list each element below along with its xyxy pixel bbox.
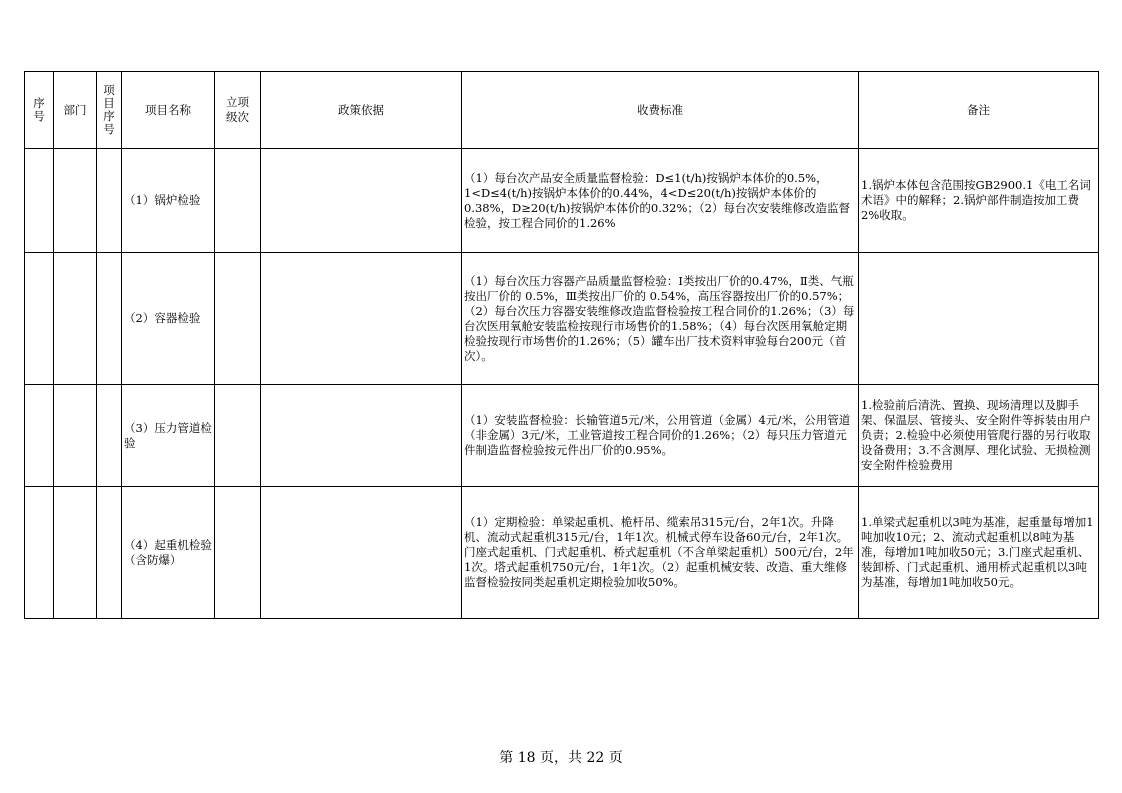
cell-remark: 1.检验前后清洗、置换、现场清理以及脚手架、保温层、管接头、安全附件等拆装由用户负责；2.检验中必须使用管爬行器的另行收取设备费用；3.不含测厚、理化试验、无损检测安全附件检验费用 xyxy=(859,385,1099,487)
fee-table xyxy=(24,71,1099,619)
cell-dept xyxy=(54,487,97,619)
cell-remark: 1.锅炉本体包含范围按GB2900.1《电工名词术语》中的解释；2.锅炉部件制造按加工费2%收取。 xyxy=(859,149,1099,253)
cell-item-seq xyxy=(97,487,122,619)
header-dept: 部门 xyxy=(54,72,97,149)
cell-remark xyxy=(859,253,1099,385)
header-item-seq: 项目序号 xyxy=(97,72,122,149)
cell-standard: （1）每台次压力容器产品质量监督检验：Ⅰ类按出厂价的0.47%，Ⅱ类、气瓶按出厂价的 0.5%，Ⅲ类按出厂价的 0.54%，高压容器按出厂价的0.57%；（2）每台次压力容器安装维修改造监督检验按工程合同价的1.26%；（3）每台次医用氧舱安装监检按现行市场售价的1.58%；（4）每台次医用氧舱定期检验按现行市场售价的1.26%；（5）罐车出厂技术资料审验每台200元（首次）。 xyxy=(462,253,859,385)
page-footer: 第 18 页，共 22 页 xyxy=(499,750,623,766)
cell-policy xyxy=(261,385,462,487)
cell-seq xyxy=(25,253,54,385)
cell-item-seq xyxy=(97,149,122,253)
cell-item-name: （2）容器检验 xyxy=(122,253,215,385)
header-item-name: 项目名称 xyxy=(122,72,215,149)
cell-level xyxy=(215,487,261,619)
cell-standard: （1）定期检验：单梁起重机、桅杆吊、缆索吊315元/台，2年1次。升降机、流动式起重机315元/台，1年1次。机械式停车设备60元/台，2年1次。门座式起重机、门式起重机、桥式起重机（不含单梁起重机）500元/台，2年1次。塔式起重机750元/台，1年1次。（2）起重机械安装、改造、重大维修监督检验按同类起重机定期检验加收50%。 xyxy=(462,487,859,619)
header-standard: 收费标准 xyxy=(462,72,859,149)
table-row xyxy=(25,385,1099,487)
cell-dept xyxy=(54,149,97,253)
header-seq: 序号 xyxy=(25,72,54,149)
cell-remark: 1.单梁式起重机以3吨为基准，起重量每增加1吨加收10元；2、流动式起重机以8吨为基准，每增加1吨加收50元；3.门座式起重机、装卸桥、门式起重机、通用桥式起重机以3吨为基准，每增加1吨加收50元。 xyxy=(859,487,1099,619)
header-remark: 备注 xyxy=(859,72,1099,149)
cell-level xyxy=(215,253,261,385)
cell-policy xyxy=(261,149,462,253)
table-row xyxy=(25,253,1099,385)
cell-item-name: （1）锅炉检验 xyxy=(122,149,215,253)
cell-dept xyxy=(54,253,97,385)
cell-level xyxy=(215,385,261,487)
cell-standard: （1）安装监督检验：长输管道5元/米，公用管道（金属）4元/米，公用管道（非金属）3元/米，工业管道按工程合同价的1.26%；（2）每只压力管道元件制造监督检验按元件出厂价的0.95%。 xyxy=(462,385,859,487)
table-row xyxy=(25,149,1099,253)
cell-item-seq xyxy=(97,385,122,487)
cell-seq xyxy=(25,149,54,253)
table-row xyxy=(25,487,1099,619)
header-policy: 政策依据 xyxy=(261,72,462,149)
header-row xyxy=(25,72,1099,149)
cell-item-seq xyxy=(97,253,122,385)
cell-standard: （1）每台次产品安全质量监督检验：D≤1(t/h)按锅炉本体价的0.5%，1<D≤4(t/h)按锅炉本体价的0.44%，4<D≤20(t/h)按锅炉本体价的0.38%，D≥20(t/h)按锅炉本体价的0.32%；（2）每台次安装维修改造监督检验，按工程合同价的1.26% xyxy=(462,149,859,253)
header-level: 立项级次 xyxy=(215,72,261,149)
cell-seq xyxy=(25,385,54,487)
cell-policy xyxy=(261,487,462,619)
cell-item-name: （3）压力管道检验 xyxy=(122,385,215,487)
cell-dept xyxy=(54,385,97,487)
cell-seq xyxy=(25,487,54,619)
cell-item-name: （4）起重机检验（含防爆） xyxy=(122,487,215,619)
cell-policy xyxy=(261,253,462,385)
cell-level xyxy=(215,149,261,253)
